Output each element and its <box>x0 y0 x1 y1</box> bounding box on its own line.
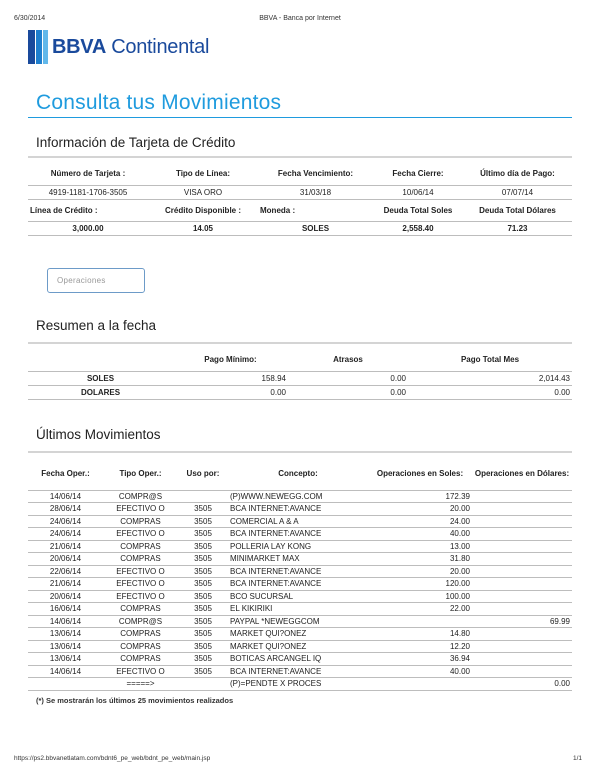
movement-type: EFECTIVO O <box>103 565 178 578</box>
title-divider <box>28 117 572 118</box>
movement-dollars <box>472 665 572 678</box>
movement-concept: BOTICAS ARCANGEL IQ <box>228 653 368 666</box>
movement-concept: PAYPAL *NEWEGGCOM <box>228 615 368 628</box>
movement-type: COMPR@S <box>103 490 178 503</box>
label-line-type: Tipo de Línea: <box>148 163 258 185</box>
operations-button[interactable]: Operaciones <box>47 268 145 293</box>
movement-row <box>28 528 572 541</box>
movement-dollars <box>472 503 572 516</box>
header-soles: Operaciones en Soles: <box>376 468 464 478</box>
movement-row <box>28 490 572 503</box>
movement-row <box>28 603 572 616</box>
movement-used-by: 3505 <box>178 565 228 578</box>
movement-concept: MARKET QUI?ONEZ <box>228 640 368 653</box>
movement-row <box>28 503 572 516</box>
header-operation-type: Tipo Oper.: <box>119 469 162 479</box>
summary-rule <box>28 342 572 344</box>
movement-dollars: 0.00 <box>472 678 572 691</box>
movement-used-by: 3505 <box>178 665 228 678</box>
currency: SOLES <box>258 221 373 235</box>
movement-type: EFECTIVO O <box>103 665 178 678</box>
movement-date: 14/06/14 <box>28 615 103 628</box>
movement-used-by: 3505 <box>178 540 228 553</box>
movement-date: 24/06/14 <box>28 528 103 541</box>
movement-date: 16/06/14 <box>28 603 103 616</box>
movement-dollars <box>472 553 572 566</box>
movement-dollars <box>472 590 572 603</box>
summary-header-row <box>28 349 572 371</box>
label-available-credit: Crédito Disponible : <box>148 199 258 221</box>
movement-dollars <box>472 628 572 641</box>
movements-rule <box>28 451 572 453</box>
label-card-number: Número de Tarjeta : <box>28 163 148 185</box>
movement-dollars <box>472 540 572 553</box>
movement-type: EFECTIVO O <box>103 590 178 603</box>
header-operation-date: Fecha Oper.: <box>41 469 90 479</box>
movement-type: COMPRAS <box>103 540 178 553</box>
movement-concept: POLLERIA LAY KONG <box>228 540 368 553</box>
movement-used-by: 3505 <box>178 503 228 516</box>
summary-row-dolares <box>28 385 572 399</box>
movement-row <box>28 578 572 591</box>
summary-minimum: 0.00 <box>173 385 288 399</box>
movement-used-by: 3505 <box>178 590 228 603</box>
movement-date: 14/06/14 <box>28 665 103 678</box>
label-last-payment-day: Último día de Pago: <box>463 163 572 185</box>
movement-dollars: 69.99 <box>472 615 572 628</box>
movement-date: 13/06/14 <box>28 653 103 666</box>
movements-table <box>28 458 572 691</box>
header-dollars: Operaciones en Dólares: <box>474 468 570 478</box>
summary-label: DOLARES <box>28 385 173 399</box>
movement-soles: 36.94 <box>368 653 472 666</box>
header-concept: Concepto: <box>278 469 318 479</box>
movement-dollars <box>472 565 572 578</box>
movement-used-by: 3505 <box>178 553 228 566</box>
print-title: BBVA - Banca por Internet <box>259 15 341 22</box>
logo-text <box>52 36 209 59</box>
movement-type: COMPRAS <box>103 653 178 666</box>
movement-used-by: 3505 <box>178 653 228 666</box>
movement-row <box>28 565 572 578</box>
movement-soles: 12.20 <box>368 640 472 653</box>
label-currency: Moneda : <box>258 199 373 221</box>
movement-concept: BCO SUCURSAL <box>228 590 368 603</box>
movement-dollars <box>472 490 572 503</box>
movement-soles: 40.00 <box>368 528 472 541</box>
summary-total: 0.00 <box>408 385 572 399</box>
movement-dollars <box>472 640 572 653</box>
movement-concept: (P)=PENDTE X PROCES <box>228 678 368 691</box>
card-info-table <box>28 163 572 236</box>
movement-soles: 100.00 <box>368 590 472 603</box>
movement-concept: COMERCIAL A & A <box>228 515 368 528</box>
header-arrears: Atrasos <box>333 355 363 365</box>
movement-type: COMPRAS <box>103 553 178 566</box>
summary-arrears: 0.00 <box>288 371 408 385</box>
movement-row <box>28 590 572 603</box>
movement-type: COMPR@S <box>103 615 178 628</box>
movement-soles: 13.00 <box>368 540 472 553</box>
movement-concept: BCA INTERNET:AVANCE <box>228 665 368 678</box>
movement-used-by: 3505 <box>178 515 228 528</box>
movement-type: EFECTIVO O <box>103 528 178 541</box>
card-info-rule <box>28 156 572 158</box>
print-page-number: 1/1 <box>572 755 582 762</box>
movement-dollars <box>472 653 572 666</box>
movement-row <box>28 515 572 528</box>
header-minimum-payment: Pago Mínimo: <box>204 355 257 365</box>
summary-table <box>28 349 572 400</box>
movement-soles: 14.80 <box>368 628 472 641</box>
movement-concept: BCA INTERNET:AVANCE <box>228 503 368 516</box>
card-info-row1-labels <box>28 163 572 185</box>
total-debt-dollars: 71.23 <box>463 221 572 235</box>
movement-soles: 172.39 <box>368 490 472 503</box>
movements-title: Últimos Movimientos <box>36 427 161 442</box>
header-total-payment: Pago Total Mes <box>460 355 520 365</box>
movement-date: 21/06/14 <box>28 578 103 591</box>
print-url: https://ps2.bbvanetlatam.com/bdnt6_pe_web/bdnt_pe_web/main.jsp <box>14 755 211 762</box>
movement-row <box>28 678 572 691</box>
movement-concept: BCA INTERNET:AVANCE <box>228 578 368 591</box>
movement-type: COMPRAS <box>103 515 178 528</box>
movement-soles: 40.00 <box>368 665 472 678</box>
summary-minimum: 158.94 <box>173 371 288 385</box>
movement-type: EFECTIVO O <box>103 503 178 516</box>
label-total-debt-dollars: Deuda Total Dólares <box>463 199 572 221</box>
movement-type: COMPRAS <box>103 628 178 641</box>
expiry-date: 31/03/18 <box>258 185 373 199</box>
total-debt-soles: 2,558.40 <box>373 221 463 235</box>
movement-row <box>28 665 572 678</box>
card-info-row2-labels <box>28 199 572 221</box>
label-closing-date: Fecha Cierre: <box>373 163 463 185</box>
movement-used-by: 3505 <box>178 578 228 591</box>
label-expiry-date: Fecha Vencimiento: <box>258 163 373 185</box>
movement-concept: BCA INTERNET:AVANCE <box>228 565 368 578</box>
card-info-title: Información de Tarjeta de Crédito <box>36 135 236 150</box>
movements-footnote: (*) Se mostrarán los últimos 25 movimientos realizados <box>36 696 234 705</box>
summary-total: 2,014.43 <box>408 371 572 385</box>
movement-row <box>28 553 572 566</box>
movement-row <box>28 628 572 641</box>
movement-date: 13/06/14 <box>28 640 103 653</box>
movement-soles <box>368 615 472 628</box>
card-number: 4919-1181-1706-3505 <box>28 185 148 199</box>
summary-arrears: 0.00 <box>288 385 408 399</box>
movement-soles: 20.00 <box>368 565 472 578</box>
movement-dollars <box>472 515 572 528</box>
movement-soles: 20.00 <box>368 503 472 516</box>
movement-dollars <box>472 578 572 591</box>
movement-date: 14/06/14 <box>28 490 103 503</box>
movement-date: 22/06/14 <box>28 565 103 578</box>
movement-row <box>28 653 572 666</box>
movement-row <box>28 615 572 628</box>
header-used-by: Uso por: <box>186 469 220 479</box>
movement-date: 20/06/14 <box>28 553 103 566</box>
label-total-debt-soles: Deuda Total Soles <box>373 199 463 221</box>
movement-soles: 120.00 <box>368 578 472 591</box>
movement-used-by: 3505 <box>178 603 228 616</box>
movement-used-by: 3505 <box>178 628 228 641</box>
card-info-row2-values <box>28 221 572 235</box>
movement-soles: 31.80 <box>368 553 472 566</box>
last-payment-day: 07/07/14 <box>463 185 572 199</box>
summary-title: Resumen a la fecha <box>36 318 157 333</box>
movement-concept: MINIMARKET MAX <box>228 553 368 566</box>
available-credit: 14.05 <box>148 221 258 235</box>
movement-soles: 22.00 <box>368 603 472 616</box>
movement-date: 21/06/14 <box>28 540 103 553</box>
movement-concept: EL KIKIRIKI <box>228 603 368 616</box>
movement-used-by: 3505 <box>178 615 228 628</box>
bbva-logo-icon <box>28 30 50 64</box>
summary-label: SOLES <box>28 371 173 385</box>
movement-dollars <box>472 603 572 616</box>
movement-used-by: 3505 <box>178 528 228 541</box>
movement-type: COMPRAS <box>103 603 178 616</box>
page-title: Consulta tus Movimientos <box>36 91 282 114</box>
movement-used-by <box>178 678 228 691</box>
movement-type: =====> <box>103 678 178 691</box>
movement-type: COMPRAS <box>103 640 178 653</box>
movement-row <box>28 640 572 653</box>
movement-concept: (P)WWW.NEWEGG.COM <box>228 490 368 503</box>
movement-soles <box>368 678 472 691</box>
movement-date: 28/06/14 <box>28 503 103 516</box>
movement-dollars <box>472 528 572 541</box>
movement-row <box>28 540 572 553</box>
movement-date: 13/06/14 <box>28 628 103 641</box>
movement-used-by: 3505 <box>178 640 228 653</box>
label-credit-line: Línea de Crédito : <box>28 199 148 221</box>
movement-date <box>28 678 103 691</box>
closing-date: 10/06/14 <box>373 185 463 199</box>
credit-line: 3,000.00 <box>28 221 148 235</box>
logo-brand: BBVA <box>52 36 106 58</box>
print-date: 6/30/2014 <box>14 15 46 22</box>
movement-concept: MARKET QUI?ONEZ <box>228 628 368 641</box>
movements-header-row <box>28 458 572 490</box>
bbva-logo <box>28 30 258 64</box>
movement-concept: BCA INTERNET:AVANCE <box>228 528 368 541</box>
line-type: VISA ORO <box>148 185 258 199</box>
movement-type: EFECTIVO O <box>103 578 178 591</box>
movement-soles: 24.00 <box>368 515 472 528</box>
summary-row-soles <box>28 371 572 385</box>
card-info-row1-values <box>28 185 572 199</box>
movement-used-by <box>178 490 228 503</box>
movement-date: 20/06/14 <box>28 590 103 603</box>
logo-name: Continental <box>111 36 210 58</box>
movement-date: 24/06/14 <box>28 515 103 528</box>
